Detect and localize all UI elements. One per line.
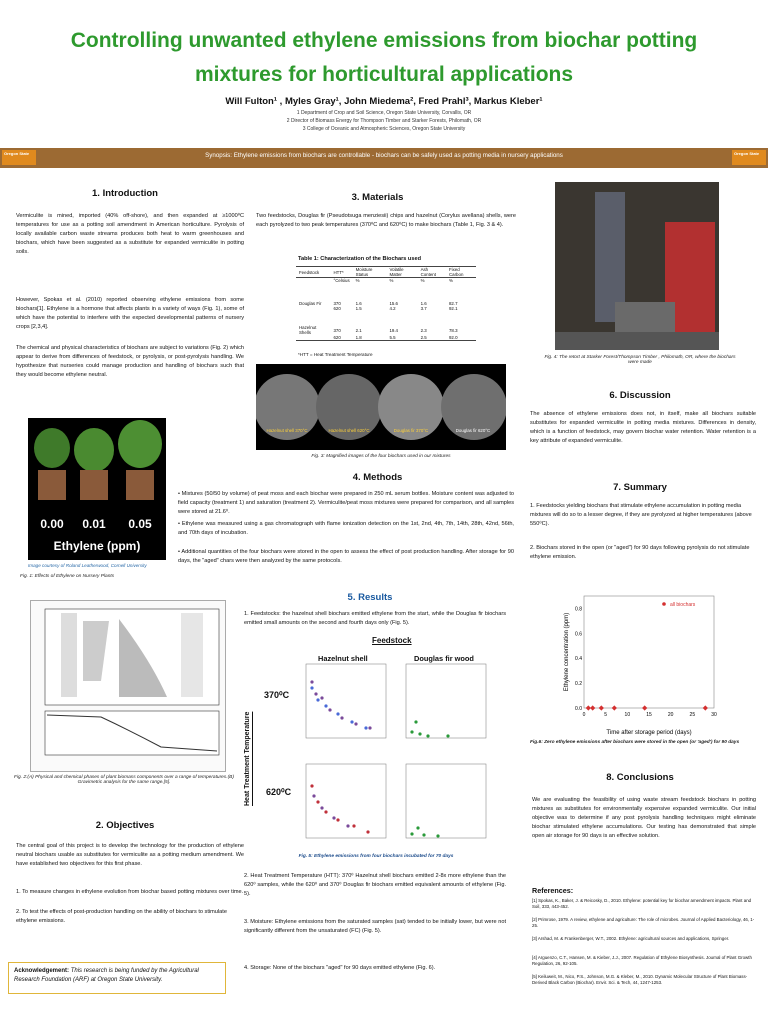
reference-4: [4] Arguenzo, C.T., Hansen, M. & Kieber, J.J., 2007. Regulation of Ethylene Biosynthesis. Journal of Plant Growth Regulation, 26, 92-105. [532, 955, 752, 967]
table-cell: 92.0 [448, 335, 458, 340]
table-header-cell: Volatile Matter [389, 267, 404, 277]
y-axis-label: Ethylene concentration (ppm) [564, 612, 570, 692]
row-370-label: 370⁰C [264, 690, 290, 700]
reference-5: [5] Keiluweit, M., Nico, P.S., Johnson, M.G. & Kleber, M., 2010. Dynamic Molecular Structure of Plant Biomass-Derived Black Carbon (Biochar). Envir. Sci. & Tech, 44, 1247-1253. [532, 974, 748, 986]
table-header-cell: Feedstock [299, 269, 320, 275]
table-row [296, 325, 476, 335]
fig2-caption: Fig. 2:(A) Physical and chemical phases of plant biomass components over a range of temperatures.(B) Gravimetric analysis for the same range.[5]. [14, 775, 234, 785]
fig1-axis-label: Ethylene (ppm) [53, 539, 141, 553]
fig3-micrographs [256, 364, 506, 450]
table-cell: 370 [333, 301, 341, 306]
table-cell: 1.5 [355, 306, 362, 311]
table-note: *HTT = Heat Treatment Temperature [298, 352, 373, 357]
htt-side-label: Heat Treatment Temperature [244, 711, 251, 806]
table-title: Table 1: Characterization of the Biochars used [298, 256, 421, 262]
x-axis-label: Time after storage period (days) [606, 730, 692, 736]
result-4: 4. Storage: None of the biochars "aged" for 90 days emitted ethylene (Fig. 6). [244, 965, 436, 971]
row-620-label: 620⁰C [266, 787, 292, 797]
table-unit-cell: % [389, 278, 394, 283]
table-cell: 2.5 [420, 335, 427, 340]
fig3-label-2: Hazelnut shell 620°C [328, 428, 370, 433]
scatter-mini [398, 762, 490, 850]
y-tick-label: 0.2 [575, 681, 582, 688]
y-tick-label: 0.6 [575, 631, 582, 638]
fig1-label-3: 0.05 [128, 517, 152, 531]
scatter-mini [298, 762, 390, 850]
conclusions-heading: 8. Conclusions [606, 772, 674, 783]
table-header-cell: Fixed Carbon [448, 267, 464, 277]
fig5-panel-hazel-620 [298, 762, 390, 850]
materials-heading: 3. Materials [351, 192, 404, 203]
reference-3: [3] Arshad, M. & Frankenberger, W.T., 2002. Ethylene: agricultural sources and applications, Springer. [532, 936, 730, 941]
fig3-label-1: Hazelnut shell 370°C [266, 428, 308, 433]
result-1: 1. Feedstocks: the hazelnut shell biochars emitted ethylene from the start, while the Douglas fir biochars emitted small amounts on the second and fourth days only (Fig. 5). [244, 611, 506, 626]
y-tick-label: 0.4 [575, 656, 582, 663]
x-tick-label: 20 [667, 712, 674, 718]
fig4-caption: Fig. 4: The retort at Starker Forest/Thompson Timber , Philomath, OR, where the biochars were made [544, 355, 736, 365]
scatter-mini [298, 662, 390, 750]
references-heading: References: [532, 886, 574, 895]
fig5-caption: Fig. 5: Ethylene emissions from four biochars incubated for 70 days [298, 854, 454, 859]
fig3-label-3: Douglas fir 370°C [393, 428, 429, 433]
table-header-cell: HTT* [333, 269, 344, 275]
col-hazelnut-label: Hazelnut shell [318, 654, 368, 663]
acknowledgement-text: This research is being funded by the Agricultural Research Foundation (ARF) at Oregon State University. [14, 968, 199, 983]
objectives-heading: 2. Objectives [95, 820, 155, 831]
objectives-paragraph: The central goal of this project is to develop the technology for the production of ethylene neutral biochars usable as substitutes for vermiculite as a potting medium amendment. We have established two objectives for this first phase. [16, 843, 244, 867]
acknowledgement-label: Acknowledgement: [14, 968, 70, 974]
objective-2: 2. To test the effects of post-production handling on the ability of biochars to stimulate ethylene emissions. [16, 909, 227, 924]
table-cell: 620 [333, 306, 341, 311]
fig1-caption: Fig. 1: Effects of Ethylene on Nursery Plants [20, 574, 115, 579]
table-cell: 82.7 [448, 301, 458, 306]
table-cell: Hazelnut Shells [299, 325, 317, 335]
biochar-micrographs [256, 364, 506, 450]
fig4-retort-photo [555, 182, 719, 350]
reference-2: [2] Primrose, 1979. A review, ethylene and agriculture: The role of microbes. Journal of Applied Bacteriology, 46, 1-25. [532, 917, 755, 929]
table-header-cell: Moisture Status [355, 267, 373, 277]
fig5-panel-hazel-370 [298, 662, 390, 750]
x-tick-label: 0 [582, 712, 586, 718]
intro-paragraph-1: Vermiculite is mined, imported (40% off-shore), and then expanded at ≥1000⁰C temperatures for use as a potting soil amendment in American horticulture. Pyrolysis of locally available carbon waste streams produces both heat to warm greenhouses and biochars, which have been suggested as a substitute for expanded vermiculite in potting soils. [16, 213, 244, 255]
fig3-caption: Fig. 3: Magnified images of the four biochars used in our mixtures [311, 454, 451, 459]
biochar-table [296, 266, 476, 341]
legend-label: all biochars [670, 602, 696, 608]
table-cell: 92.1 [448, 306, 458, 311]
intro-paragraph-2: However, Spokas et al. (2010) reported observing ethylene emissions from some biochars[1]. Ethylene is a hormone that affects plants in a variety of ways (Fig. 1), some of which have the potential to interfere with the expected developmental patterns of nursery crops [2,3,4]. [16, 297, 244, 330]
method-item-3: • Additional quantities of the four biochars were stored in the open to assess the effect of post production handling. After storage for 90 days, the "aged" chars were then analyzed by the same protocols. [178, 549, 514, 564]
affiliation-3: 3 College of Oceanic and Atmospheric Sciences, Oregon State University [302, 126, 466, 132]
fig1-plants-photo [28, 418, 166, 560]
authors: Will Fulton¹ , Myles Gray¹, John Miedema², Fred Prahl³, Markus Kleber¹ [225, 96, 543, 107]
table-cell: 2.3 [420, 327, 427, 333]
method-item-2: • Ethylene was measured using a gas chromatograph with flame ionization detection on the 1st, 2nd, 4th, 7th, 14th, 28th, 42nd, 56th, and 70th days of incubation. [178, 521, 514, 536]
method-text: Ethylene was measured using a gas chromatograph with flame ionization detection on the 1st, 2nd, 4th, 7th, 14th, 28th, 42nd, 56th, and 70th days of incubation. [178, 521, 514, 536]
feedstock-label: Feedstock [372, 636, 412, 645]
table-unit-cell: % [448, 278, 453, 283]
biomass-phase-diagram [31, 601, 227, 773]
summary-item-2: 2. Biochars stored in the open (or "aged") for 90 days following pyrolysis do not stimulate ethylene emission. [530, 545, 750, 560]
table-header-cell: Ash Content [420, 267, 436, 277]
fig3-label-4: Douglas fir 620°C [455, 428, 491, 433]
col-fir-label: Douglas fir wood [414, 654, 474, 663]
x-tick-label: 15 [646, 712, 652, 718]
y-tick-label: 0.0 [575, 706, 582, 712]
method-text: Mixtures (50/50 by volume) of peat moss and each biochar were prepared in 250 mL serum bottles. Moisture content was adjusted to field capacity (treatment 1) and saturation (treatment 2). Vermiculite/peat moss mixtures were prepared for comparison, and all samples were stored at 21.6⁰. [178, 491, 514, 515]
legend-marker [662, 602, 666, 606]
summary-heading: 7. Summary [613, 482, 667, 493]
affiliation-1: 1 Department of Crop and Soil Science, Oregon State University, Corvallis, OR [296, 110, 472, 116]
conclusions-paragraph: We are evaluating the feasibility of using waste stream feedstock biochars in potting mixtures as substitutes for environmentally expensive expanded vermiculite. Our initial objective was to determine if any post pyrolysis handling techniques might eliminate biochar stimulated ethylene accumulations. Our testing has demonstrated that simple open air storage for 90 days is an effective solution. [532, 797, 756, 839]
plants-illustration [28, 418, 166, 560]
intro-heading: 1. Introduction [92, 188, 158, 199]
poster-title-line2: mixtures for horticultural applications [194, 63, 574, 86]
discussion-heading: 6. Discussion [609, 390, 671, 401]
fig1-credit: Image courtesy of Roland Leatherwood, Cornell University [28, 563, 147, 568]
table-cell: 2.1 [355, 327, 362, 333]
result-3: 3. Moisture: Ethylene emissions from the saturated samples (sat) tended to be initially lower, but were not significantly different from the unsaturated (FC) (Fig. 5). [244, 919, 506, 934]
fig6-caption: Fig.6: Zero ethylene emissions after biochars were stored in the open (or 'aged') for 90 days [530, 740, 740, 745]
fig1-label-2: 0.01 [82, 517, 106, 531]
fig5-panel-fir-370 [398, 662, 490, 750]
discussion-paragraph: The absence of ethylene emissions does not, in itself, make all biochars suitable substitutes for expanded vermiculite in potting media mixtures. Differences in density, which is a function of feedstock, may govern biochar water retention. Water retention is a key attribute of expanded vermiculite. [530, 411, 756, 444]
fig6-chart [560, 590, 720, 738]
poster-title [0, 24, 768, 92]
table-cell: 370 [333, 327, 341, 333]
table-cell: 5.5 [389, 335, 396, 340]
x-tick-label: 30 [711, 712, 717, 718]
table-cell: 4.2 [389, 306, 396, 311]
scatter-mini [398, 662, 490, 750]
retort-photo [555, 182, 719, 350]
intro-paragraph-3: The chemical and physical characteristics of biochars are subject to variations (Fig. 2) which appear to derive from differences of feedstock, or pyrolysis, or post-pyrolysis handling. We hypothesize that nurseries could manage production and handling of biochars such that they would become ethylene neutral. [16, 345, 244, 378]
summary-item-1: 1. Feedstocks yielding biochars that stimulate ethylene accumulation in potting media mixtures will do so to a lesser degree, if they are pyrolyzed at higher temperatures (above 550⁰C). [530, 503, 752, 527]
y-tick-label: 0.8 [575, 606, 582, 613]
objective-1: 1. To measure changes in ethylene evolution from biochar based potting mixtures over time. [16, 889, 244, 895]
table-cell: 620 [333, 335, 341, 340]
result-2: 2. Heat Treatment Temperature (HTT): 370⁰ Hazelnut shell biochars emitted 2-8x more ethylene than the 620⁰ samples, while the 620⁰ and 370⁰ Douglas fir biochars emitted equivalent amounts of ethylene (Fig. 5). [244, 873, 506, 897]
osu-logo-left: Oregon State [2, 150, 36, 165]
method-text: Additional quantities of the four biochars were stored in the open to assess the effect of post production handling. After storage for 90 days, the "aged" chars were then analyzed by the same protocols. [178, 549, 514, 564]
table-cell: 15.6 [389, 301, 398, 306]
table-unit-cell: °Celsius [333, 278, 350, 283]
table-unit-cell: % [420, 278, 425, 283]
fig5-panel-fir-620 [398, 762, 490, 850]
x-tick-label: 10 [624, 712, 631, 718]
fig6-chart-svg [560, 590, 720, 738]
table-cell: Douglas Fir [299, 301, 322, 306]
table-cell: 1.8 [355, 335, 362, 340]
results-heading: 5. Results [347, 592, 393, 603]
table-row [296, 335, 476, 341]
x-tick-label: 25 [689, 712, 696, 718]
acknowledgement [14, 967, 222, 985]
table-cell: 1.6 [420, 301, 427, 306]
method-item-1: • Mixtures (50/50 by volume) of peat moss and each biochar were prepared in 250 mL serum bottles. Moisture content was adjusted to field capacity (treatment 1) and saturation (treatment 2). Vermiculite/peat moss mixtures were prepared for comparison, and all samples were stored at 21.6⁰. [178, 491, 514, 515]
x-tick-label: 5 [604, 712, 608, 718]
reference-1: [1] Spokas, K., Baker, J. & Reicosky, D., 2010. Ethylene: potential key for biochar amendment impacts. Plant and Soil, 333, 443-452. [532, 898, 752, 910]
table-cell: 78.3 [448, 327, 458, 333]
poster-title-line1: Controlling unwanted ethylene emissions from biochar potting [70, 29, 698, 52]
osu-logo-right: Oregon State [732, 150, 766, 165]
fig1-label-1: 0.00 [40, 517, 64, 531]
table-cell: 3.7 [420, 306, 427, 311]
table-cell: 19.4 [389, 327, 398, 333]
plot-area [584, 596, 714, 708]
materials-paragraph: Two feedstocks, Douglas fir (Pseudotsuga menziesii) chips and hazelnut (Corylus avellana) shells, were each pyrolyzed to two peak temperatures (370⁰C and 620⁰C) to make biochars (Table 1, Fig. 3 & 4). [256, 213, 516, 228]
table-cell [296, 335, 330, 341]
table-cell: 1.6 [355, 301, 362, 306]
methods-heading: 4. Methods [352, 472, 403, 483]
fig2-diagram [30, 600, 226, 772]
table-unit-cell: % [355, 278, 360, 283]
affiliation-2: 2 Director of Biomass Energy for Thompson Timber and Starker Forests, Philomath, OR [286, 118, 482, 124]
synopsis-text: Synopsis: Ethylene emissions from biochars are controllable - biochars can be safely used as potting media in nursery applications [205, 152, 563, 159]
